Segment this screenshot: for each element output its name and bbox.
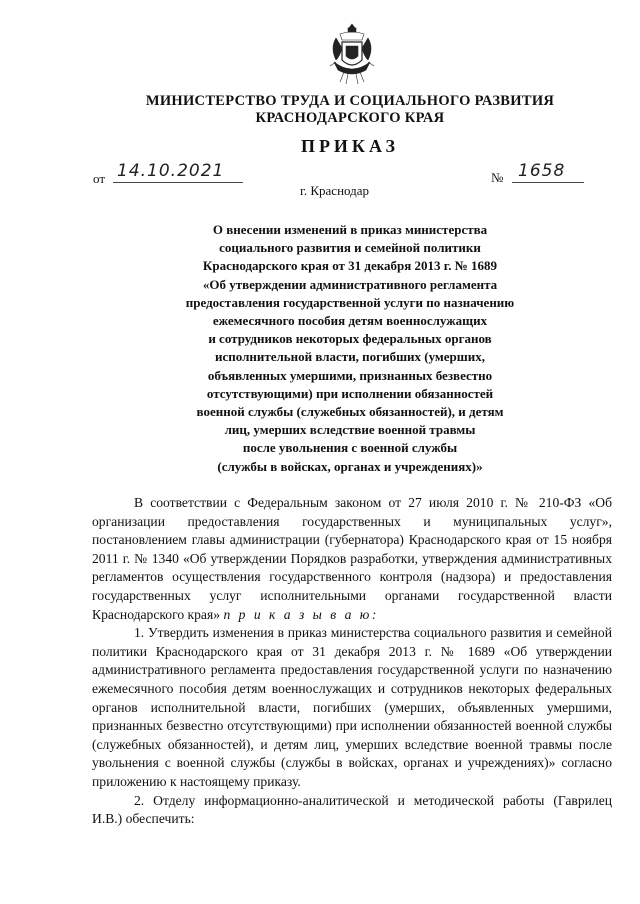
- subject-line: ежемесячного пособия детям военнослужащих: [212, 313, 488, 329]
- document-type: ПРИКАЗ: [300, 136, 400, 156]
- subject-line: исполнительной власти, погибших (умерших,: [214, 349, 486, 365]
- subject-line: предоставления государственной услуги по назначению: [185, 294, 515, 310]
- item-1-paragraph: 1. Утвердить изменения в приказ министерства социального развития и семейной политики Краснодарского края от 31 декабря 2013 г. № 1689 «Об утверждении административного регламента предоставления государственной услуги по назначению ежемесячного пособия детям военнослужащих и сотрудников некоторых федеральных органов исполнительной власти, погибших (умерших, объявленных умершими, признанных безвестно отсутствующими) при исполнении обязанностей военной службы (служебных обязанностей), и детям лиц, умерших вследствие военной травмы после увольнения с военной службы (службы в войсках, органах и учреждениях)» согласно приложению к настоящему приказу.: [92, 625, 612, 789]
- subject-line: отсутствующими) при исполнении обязанностей: [206, 385, 494, 401]
- item-2-paragraph: 2. Отделу информационно-аналитической и методической работы (Гаврилец И.В.) обеспечить:: [92, 792, 612, 827]
- ministry-name-line-1: МИНИСТЕРСТВО ТРУДА И СОЦИАЛЬНОГО РАЗВИТИЯ: [145, 93, 555, 109]
- ministry-name: [100, 93, 600, 127]
- date-handwritten: 14.10.2021: [113, 160, 243, 183]
- number-label: №: [491, 170, 504, 185]
- intro-paragraph: [92, 494, 612, 624]
- coat-of-arms-icon: [326, 22, 378, 86]
- intro-text: В соответствии с Федеральным законом от 27 июля 2010 г. № 210-ФЗ «Об организации предоставления государственных и муниципальных услуг», постановлением главы администрации (губернатора) Краснодарского края от 15 ноября 2011 г. № 1340 «Об утверждении Порядков разработки, утверждения административных регламентов осуществления государственного контроля (надзора) и предоставления государственных услуг исполнительными органами государственной власти Краснодарского края»: [92, 495, 612, 622]
- order-body: [92, 494, 612, 829]
- date-label: от: [93, 171, 106, 186]
- subject-line: Краснодарского края от 31 декабря 2013 г. № 1689: [202, 258, 498, 274]
- subject-line: лиц, умерших вследствие военной травмы: [224, 422, 476, 438]
- subject-line: «Об утверждении административного регламента: [202, 276, 498, 292]
- ministry-name-line-2: КРАСНОДАРСКОГО КРАЯ: [255, 110, 445, 126]
- subject-line: после увольнения с военной службы: [242, 440, 458, 456]
- order-subject: [150, 221, 550, 476]
- subject-line: военной службы (служебных обязанностей), и детям: [196, 404, 504, 420]
- subject-line: и сотрудников некоторых федеральных органов: [208, 331, 492, 347]
- subject-line: (службы в войсках, органах и учреждениях)»: [217, 458, 483, 474]
- subject-line: О внесении изменений в приказ министерства: [212, 222, 488, 237]
- number-handwritten: 1658: [512, 160, 584, 183]
- prikazyvayu-word: п р и к а з ы в а ю:: [223, 606, 379, 622]
- subject-line: социального развития и семейной политики: [219, 240, 481, 256]
- subject-line: объявленных умершими, признанных безвестно: [207, 367, 493, 383]
- city: г. Краснодар: [300, 183, 370, 198]
